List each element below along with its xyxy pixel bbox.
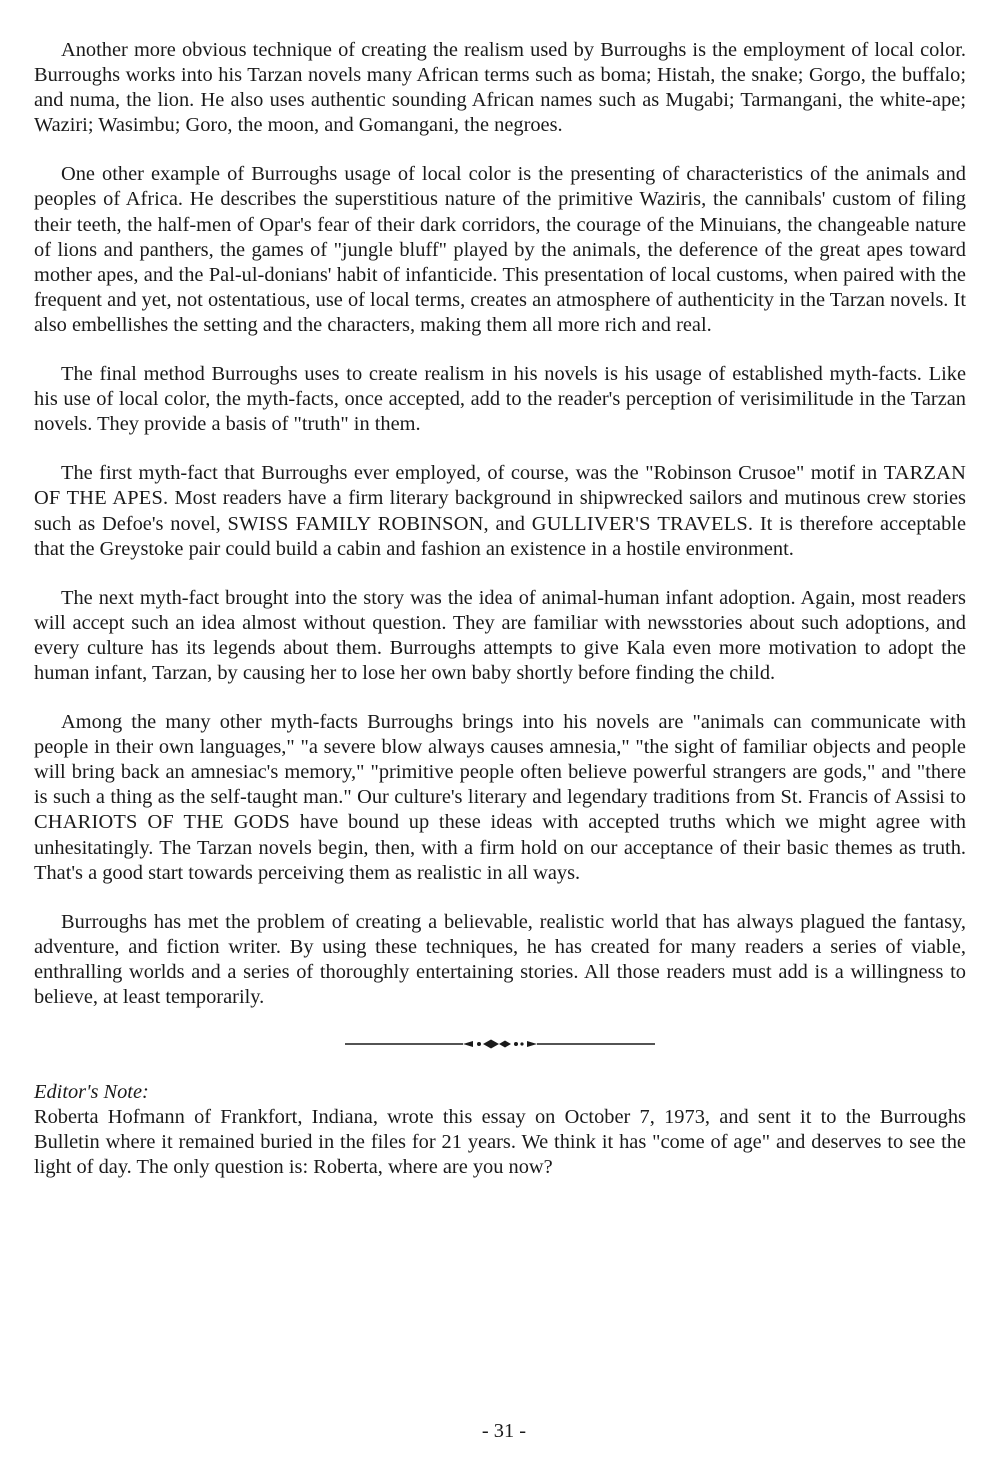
book-title-reference: TARZAN OF THE APES	[34, 462, 966, 510]
paragraph-text: . It is therefore acceptable that the Greystoke pair could build a cabin and fashion an existence in a hostile environment.	[34, 512, 967, 560]
editor-note-text: Roberta Hofmann of Frankfort, Indiana, wrote this essay on October 7, 1973, and sent it to the Burroughs Bulletin where it remained buried in the files for 21 years. We think it has "come of age" and deserves to see the light of day. The only question is: Roberta, where are you now?	[34, 1106, 966, 1179]
divider-ornament-icon	[345, 1038, 655, 1050]
editor-note-label: Editor's Note:	[34, 1081, 149, 1104]
paragraph-text: The first myth-fact that Burroughs ever employed, of course, was the "Robinson Crusoe" motif in	[61, 462, 884, 485]
section-divider-ornament	[34, 1038, 966, 1050]
body-paragraph	[34, 910, 966, 1010]
paragraph-text: Another more obvious technique of creating the realism used by Burroughs is the employment of local color. Burroughs works into his Tarzan novels many African terms such as boma; Histah, the snake; Gorgo, the buffalo; and numa, the lion. He also uses authentic sounding African names such as Mugabi; Tarmangani, the white-ape; Waziri; Wasimbu; Goro, the moon, and Gomangani, the negroes.	[34, 39, 966, 137]
body-paragraph	[34, 38, 966, 138]
paragraph-text: One other example of Burroughs usage of local color is the presenting of characteristics of the animals and peoples of Africa. He describes the superstitious nature of the primitive Waziris, the cannibals' custom of filing their teeth, the half-men of Opar's fear of their dark corridors, the courage of the Minuians, the changeable nature of lions and panthers, the games of "jungle bluff" played by the animals, the deference of the great apes toward mother apes, and the Pal-ul-donians' habit of infanticide. This presentation of local customs, when paired with the frequent and yet, not ostentatious, use of local terms, creates an atmosphere of authenticity in the Tarzan novels. It also embellishes the setting and the characters, making them all more rich and real.	[34, 163, 966, 336]
body-paragraph	[34, 362, 966, 437]
document-page	[34, 38, 966, 1180]
book-title-reference: GULLIVER'S TRAVELS	[531, 512, 748, 535]
book-title-reference: CHARIOTS OF THE GODS	[34, 811, 291, 834]
page-number: - 31 -	[481, 1420, 527, 1442]
paragraph-text: Burroughs has met the problem of creating a believable, realistic world that has always plagued the fantasy, adventure, and fiction writer. By using these techniques, he has created for many readers a series of viable, enthralling worlds and a series of thoroughly entertaining stories. All those readers must add is a willingness to believe, at least temporarily.	[34, 910, 966, 1008]
body-paragraph	[34, 461, 966, 561]
paragraph-text: The next myth-fact brought into the story was the idea of animal-human infant adoption. Again, most readers will accept such an idea almost without question. They are familiar with newsstories about such adoptions, and every culture has its legends about them. Burroughs attempts to give Kala even more motivation to adopt the human infant, Tarzan, by causing her to lose her own baby shortly before finding the child.	[34, 586, 966, 684]
paragraph-text: The final method Burroughs uses to create realism in his novels is his usage of established myth-facts. Like his use of local color, the myth-facts, once accepted, add to the reader's perception of verisimilitude in the Tarzan novels. They provide a basis of "truth" in them.	[34, 363, 966, 436]
body-paragraph	[34, 586, 966, 686]
paragraph-text: , and	[483, 512, 532, 535]
paragraph-text: . Most readers have a firm literary background in shipwrecked sailors and mutinous crew stories such as Defoe's novel,	[34, 487, 966, 535]
body-paragraph	[34, 710, 966, 886]
paragraph-text: have bound up these ideas with accepted truths which we might agree with unhesitatingly. The Tarzan novels begin, then, with a firm hold on our acceptance of their basic themes as truth. That's a good start towards perceiving them as realistic in all ways.	[34, 811, 966, 884]
essay-body	[34, 38, 966, 1010]
book-title-reference: SWISS FAMILY ROBINSON	[227, 512, 484, 535]
body-paragraph	[34, 162, 966, 338]
paragraph-text: Among the many other myth-facts Burroughs brings into his novels are "animals can communicate with people in their own languages," "a severe blow always causes amnesia," "the sight of familiar objects and people will bring back an amnesiac's memory," "primitive people often believe powerful strangers are gods," and "there is such a thing as the self-taught man." Our culture's literary and legendary traditions from St. Francis of Assisi to	[34, 711, 966, 809]
